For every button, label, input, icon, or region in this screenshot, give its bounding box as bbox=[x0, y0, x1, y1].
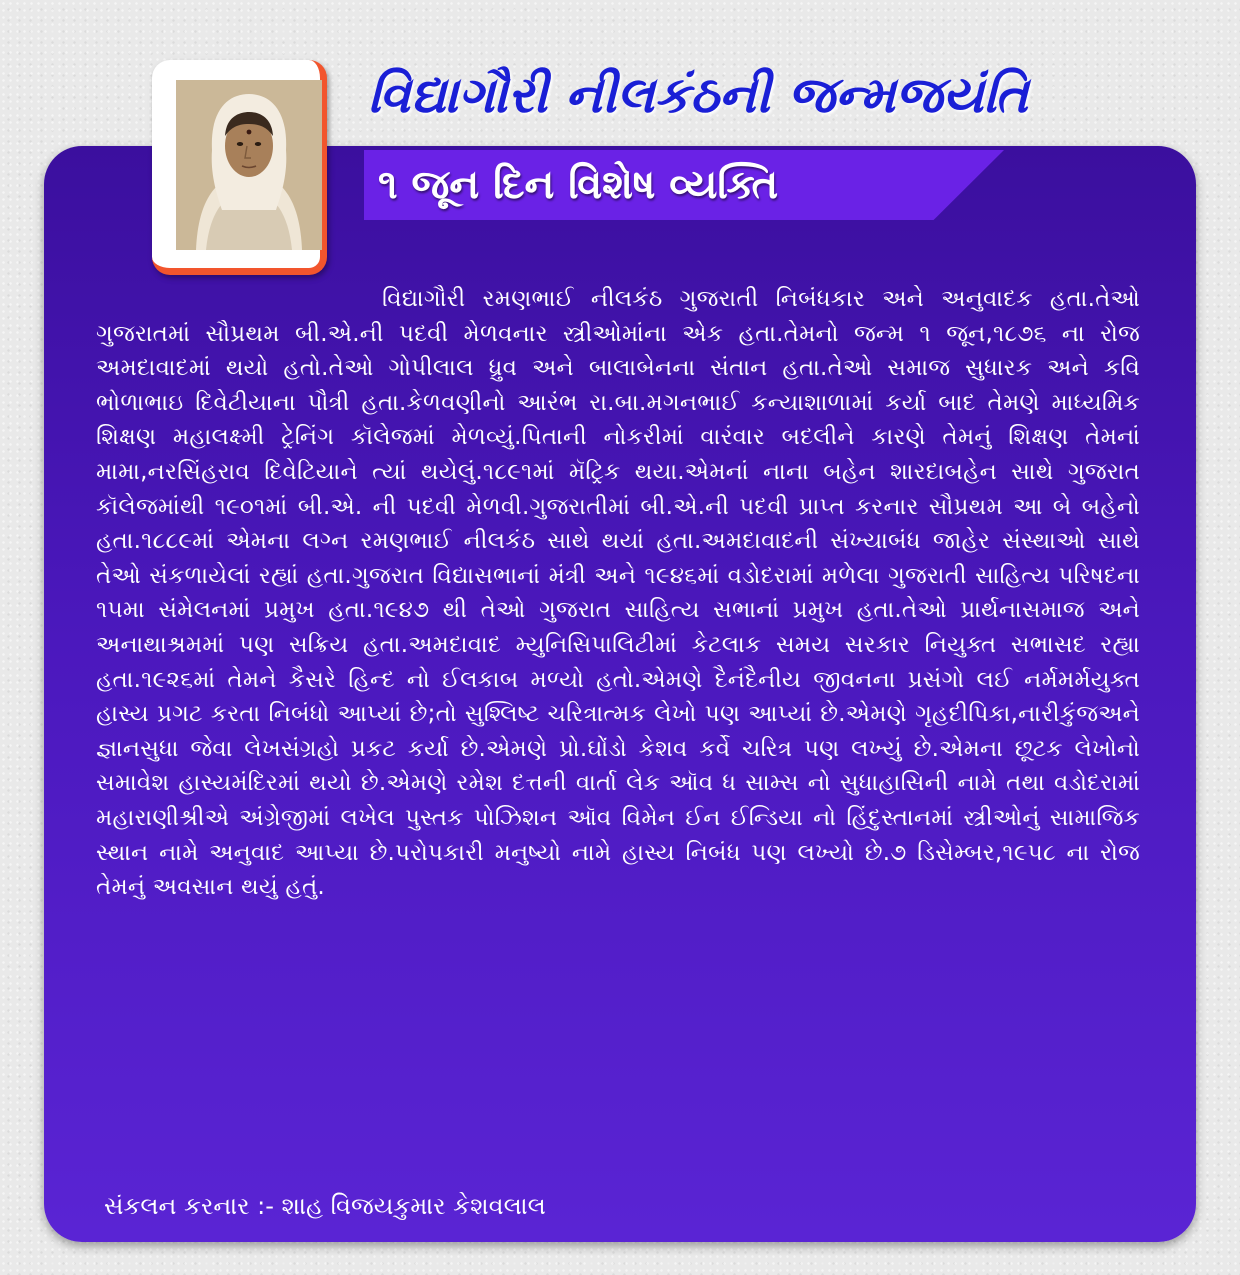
compiler-credit: સંકલન કરનાર :- શાહ વિજયકુમાર કેશવલાલ bbox=[104, 1192, 546, 1220]
page-title: વિદ્યાગૌરી નીલકંઠની જન્મજયંતિ bbox=[368, 66, 1029, 124]
portrait-frame bbox=[152, 60, 327, 275]
page-subtitle: ૧ જૂન દિન વિશેષ વ્યક્તિ bbox=[378, 162, 779, 208]
portrait-photo bbox=[176, 80, 322, 250]
portrait-icon bbox=[176, 80, 322, 250]
biography-paragraph: વિદ્યાગૌરી રમણભાઈ નીલકંઠ ગુજરાતી નિબંધકાર અને અનુવાદક હતા.તેઓ ગુજરાતમાં સૌપ્રથમ બી.એ.ની પદવી મેળવનાર સ્ત્રીઓમાંના એક હતા.તેમનો જન્મ ૧ જૂન,૧૮૭૬ ના રોજ અમદાવાદમાં થયો હતો.તેઓ ગોપીલાલ ધ્રુવ અને બાલાબેનના સંતાન હતા.તેઓ સમાજ સુધારક અને કવિ ભોળાભાઇ દિવેટીયાના પૌત્રી હતા.કેળવણીનો આરંભ રા.બા.મગનભાઈ કન્યાશાળામાં કર્યા બાદ તેમણે માધ્યમિક શિક્ષણ મહાલક્ષ્મી ટ્રેનિંગ કૉલેજમાં મેળવ્યું.પિતાની નોકરીમાં વારંવાર બદલીને કારણે તેમનું શિક્ષણ તેમનાં મામા,નરસિંહરાવ દિવેટિયાને ત્યાં થયેલું.૧૮૯૧માં મૅટ્રિક થયા.એમનાં નાના બહેન શારદાબહેન સાથે ગુજરાત કૉલેજમાંથી ૧૯૦૧માં બી.એ. ની પદવી મેળવી.ગુજરાતીમાં બી.એ.ની પદવી પ્રાપ્ત કરનાર સૌપ્રથમ આ બે બહેનો હતા.૧૮૮૯માં એમના લગ્ન રમણભાઈ નીલકંઠ સાથે થયાં હતા.અમદાવાદની સંખ્યાબંધ જાહેર સંસ્થાઓ સાથે તેઓ સંકળાયેલાં રહ્યાં હતા.ગુજરાત વિદ્યાસભાનાં મંત્રી અને ૧૯૪૬માં વડોદરામાં મળેલા ગુજરાતી સાહિત્ય પરિષદના ૧૫મા સંમેલનમાં પ્રમુખ હતા.૧૯૪૭ થી તેઓ ગુજરાત સાહિત્ય સભાનાં પ્રમુખ હતા.તેઓ પ્રાર્થનાસમાજ અને અનાથાશ્રમમાં પણ સક્રિય હતા.અમદાવાદ મ્યુનિસિપાલિટીમાં કેટલાક સમય સરકાર નિયુક્ત સભાસદ રહ્યા હતા.૧૯૨૬માં તેમને કૈસરે હિન્દ નો ઈલકાબ મળ્યો હતો.એમણે દૈનંદૈનીય જીવનના પ્રસંગો લઈ નર્મમર્મયુક્ત હાસ્ય પ્રગટ કરતા નિબંધો આપ્યાં છે;તો સુશ્લિષ્ટ ચરિત્રાત્મક લેખો પણ આપ્યાં છે.એમણે ગૃહદીપિકા,નારીકુંજઅને જ્ઞાનસુધા જેવા લેખસંગ્રહો પ્રકટ કર્યા છે.એમણે પ્રો.ઘોંડો કેશવ કર્વે ચરિત્ર પણ લખ્યું છે.એમના છૂટક લેખોનો સમાવેશ હાસ્યમંદિરમાં થયો છે.એમણે રમેશ દત્તની વાર્તા લેક ઑવ ધ સામ્સ નો સુધાહાસિની નામે તથા વડોદરામાં મહારાણીશ્રીએ અંગ્રેજીમાં લખેલ પુસ્તક પોઝિશન ઑવ વિમેન ઈન ઈન્ડિયા નો હિંદુસ્તાનમાં સ્ત્રીઓનું સામાજિક સ્થાન નામે અનુવાદ આપ્યા છે.પરોપકારી મનુષ્યો નામે હાસ્ય નિબંધ પણ લખ્યો છે.૭ ડિસેમ્બર,૧૯૫૮ ના રોજ તેમનું અવસાન થયું હતું. bbox=[96, 286, 1140, 901]
